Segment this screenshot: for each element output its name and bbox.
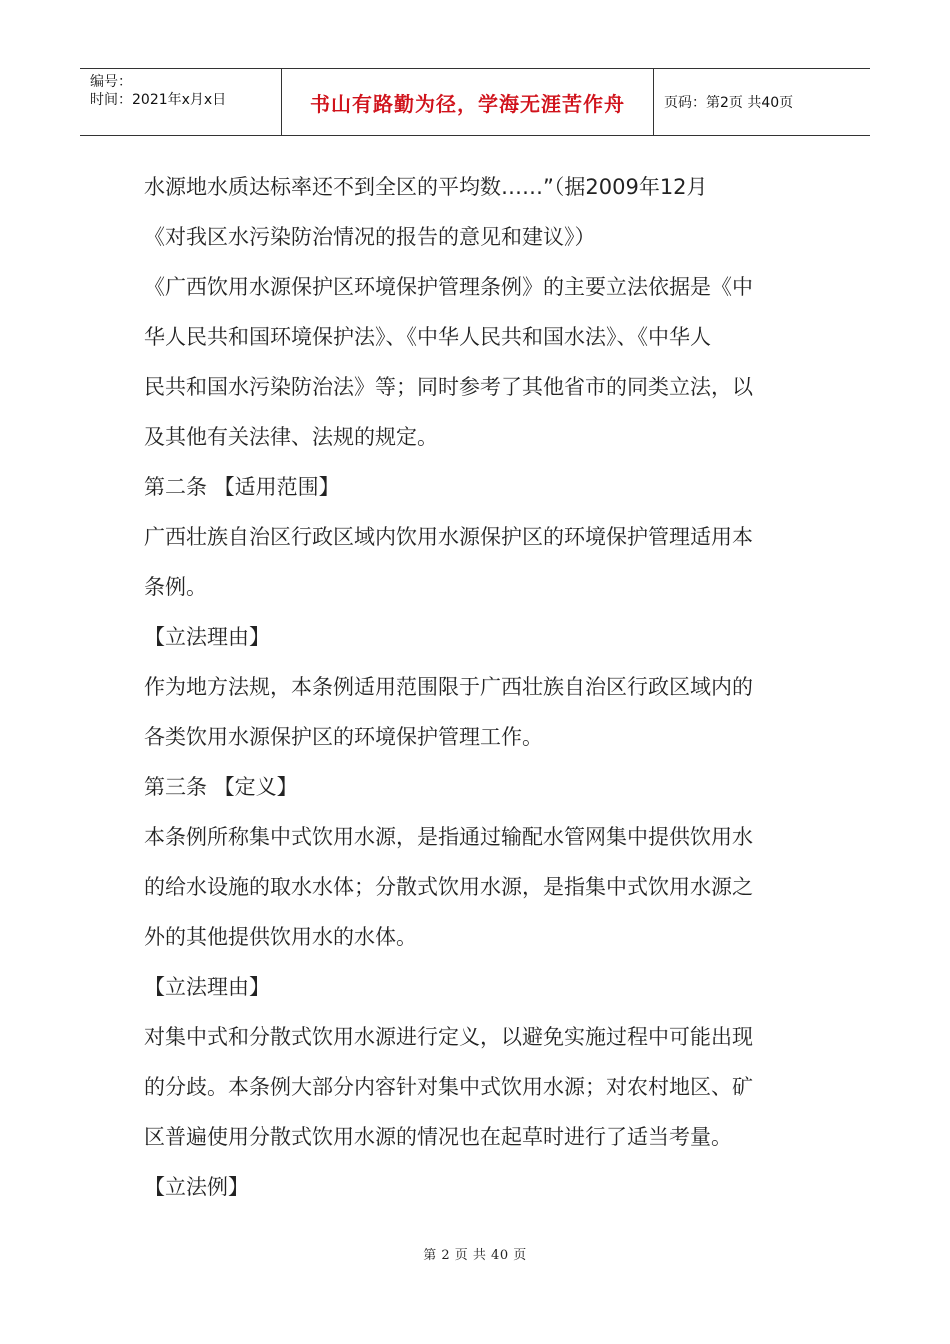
header-meta-cell xyxy=(80,69,282,135)
body-line: 广西壮族自治区行政区域内饮用水源保护区的环境保护管理适用本 xyxy=(144,525,753,549)
body-line: 外的其他提供饮用水的水体。 xyxy=(144,925,417,949)
body-line: 及其他有关法律、法规的规定。 xyxy=(144,425,438,449)
section-heading: 【立法理由】 xyxy=(144,975,270,999)
body-line: 本条例所称集中式饮用水源，是指通过输配水管网集中提供饮用水 xyxy=(144,825,753,849)
article-heading: 第三条 【定义】 xyxy=(144,775,298,799)
section-heading: 【立法例】 xyxy=(144,1175,249,1199)
body-line: 区普遍使用分散式饮用水源的情况也在起草时进行了适当考量。 xyxy=(144,1125,732,1149)
document-number-label: 编号： xyxy=(90,74,132,90)
document-header xyxy=(80,68,870,136)
body-line: 作为地方法规，本条例适用范围限于广西壮族自治区行政区域内的 xyxy=(144,675,753,699)
document-body xyxy=(144,162,804,1212)
header-motto: 书山有路勤为径，学海无涯苦作舟 xyxy=(282,69,654,135)
body-line: 《对我区水污染防治情况的报告的意见和建议》） xyxy=(144,225,596,249)
section-heading: 【立法理由】 xyxy=(144,625,270,649)
header-page-info: 页码：第2页 共40页 xyxy=(664,95,794,111)
article-heading: 第二条 【适用范围】 xyxy=(144,475,340,499)
body-line: 条例。 xyxy=(144,575,207,599)
body-line: 各类饮用水源保护区的环境保护管理工作。 xyxy=(144,725,543,749)
body-line: 水源地水质达标率还不到全区的平均数……”（据2009年12月 xyxy=(144,175,708,199)
body-line: 《广西饮用水源保护区环境保护管理条例》的主要立法依据是《中 xyxy=(144,275,753,299)
page-footer: 第 2 页 共 40 页 xyxy=(423,1248,527,1263)
body-line: 华人民共和国环境保护法》、《中华人民共和国水法》、《中华人 xyxy=(144,325,711,349)
body-line: 民共和国水污染防治法》等；同时参考了其他省市的同类立法，以 xyxy=(144,375,753,399)
body-line: 对集中式和分散式饮用水源进行定义，以避免实施过程中可能出现 xyxy=(144,1025,753,1049)
body-line: 的分歧。本条例大部分内容针对集中式饮用水源；对农村地区、矿 xyxy=(144,1075,753,1099)
document-time-label: 时间：2021年x月x日 xyxy=(90,92,227,108)
body-line: 的给水设施的取水水体；分散式饮用水源，是指集中式饮用水源之 xyxy=(144,875,753,899)
